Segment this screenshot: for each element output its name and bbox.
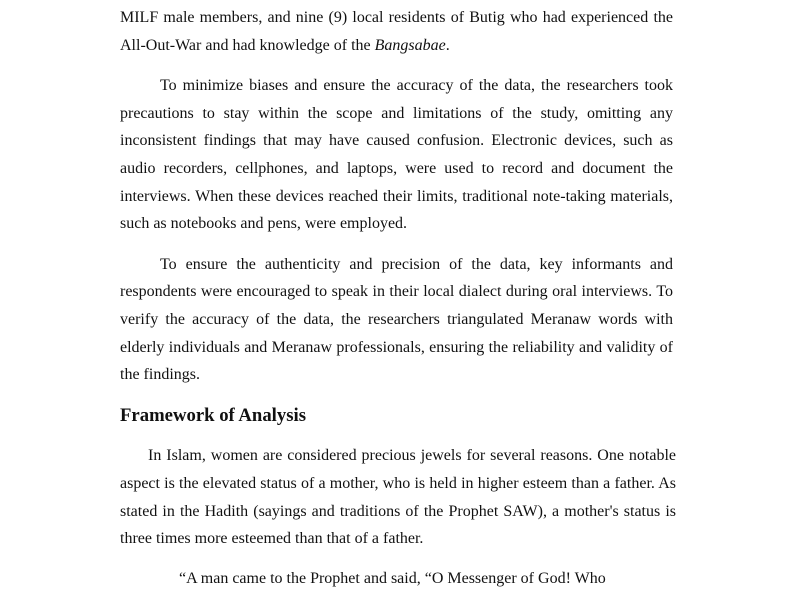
bangsabae-term: Bangsabae [374,36,446,54]
paragraph-authenticity: To ensure the authenticity and precision of the data, key informants and respondents were encouraged to speak in their local dialect during oral interviews. To verify the accuracy of the data, the researchers triangulated Meranaw words with elderly individuals and Meranaw professionals, ensuring the reliability and validity of the findings. [120,255,673,384]
document-page [120,4,676,592]
paragraph-participants [120,4,673,59]
hadith-quote: “A man came to the Prophet and said, “O Messenger of God! Who [179,569,606,587]
paragraph-biases: To minimize biases and ensure the accuracy of the data, the researchers took precautions to stay within the scope and limitations of the study, omitting any inconsistent findings that may have caused confusion. Electronic devices, such as audio recorders, cellphones, and laptops, were used to record and document the interviews. When these devices reached their limits, traditional note-taking materials, such as notebooks and pens, were employed. [120,77,673,233]
paragraph-participants-text: MILF male members, and nine (9) local residents of Butig who had experienced the All-Out-War and had knowledge of the [120,9,673,54]
section-heading: Framework of Analysis [120,404,306,426]
paragraph-participants-end: . [445,36,450,54]
paragraph-islam: In Islam, women are considered precious jewels for several reasons. One notable aspect is the elevated status of a mother, who is held in higher esteem than a father. As stated in the Hadith (sayings and traditions of the Prophet SAW), a mother's status is three times more esteemed than that of a father. [120,447,676,548]
